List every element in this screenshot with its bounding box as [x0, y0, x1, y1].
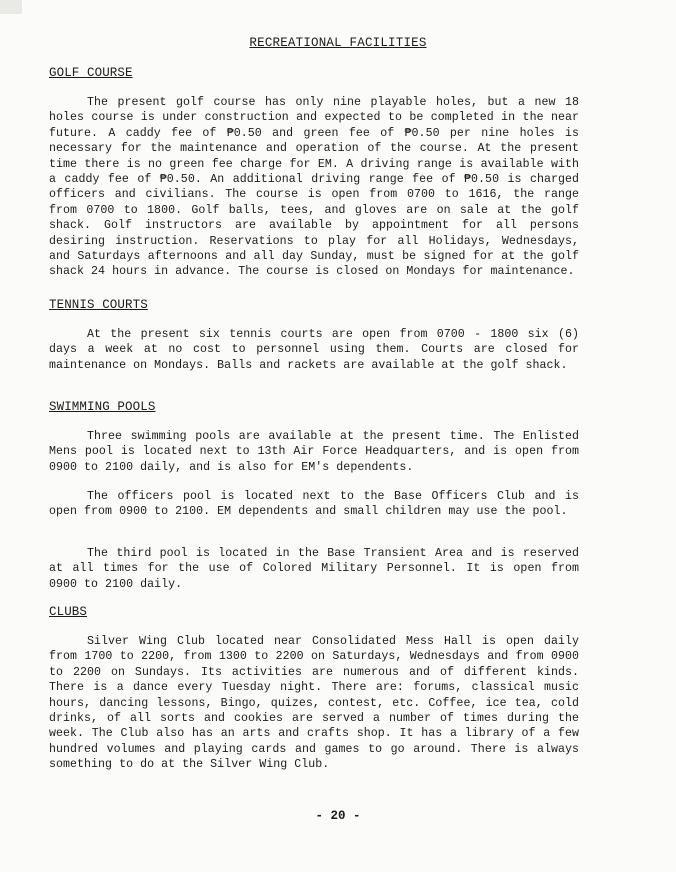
- section-heading-golf-course: GOLF COURSE: [49, 66, 133, 80]
- swimming-pools-text-1: Three swimming pools are available at the present time. The Enlisted Mens pool is located next to 13th Air Force Headquarters, and is open from 0900 to 2100 daily, and is also for EM's dependents.: [49, 430, 579, 474]
- clubs-text: Silver Wing Club located near Consolidated Mess Hall is open daily from 1700 to 2200, from 1300 to 2200 on Saturdays, Wednesdays and from 0900 to 2200 on Sundays. Its activities are numerous and of different kinds. There is a dance every Tuesday night. There are: forums, classical music hours, dancing lessons, Bingo, quizes, contest, etc. Coffee, ice tea, cold drinks, of all sorts and cookies are served a number of times during the week. The Club also has an arts and crafts shop. It has a library of a few hundred volumes and playing cards and games to go around. There is always something to do at the Silver Wing Club.: [49, 635, 579, 772]
- swimming-pools-text-2: The officers pool is located next to the Base Officers Club and is open from 0900 to 2100. EM dependents and small children may use the pool.: [49, 490, 579, 519]
- swimming-pools-paragraph-3: [49, 546, 579, 592]
- scan-margin-mark: [0, 0, 22, 14]
- tennis-courts-text: At the present six tennis courts are open from 0700 - 1800 six (6) days a week at no cost to personnel using them. Courts are closed for maintenance on Mondays. Balls and rackets are available at the golf shack.: [49, 328, 579, 372]
- section-heading-clubs: CLUBS: [49, 605, 88, 619]
- clubs-paragraph: [49, 634, 579, 773]
- swimming-pools-paragraph-2: [49, 489, 579, 520]
- section-heading-swimming-pools: SWIMMING POOLS: [49, 400, 156, 414]
- golf-course-text: The present golf course has only nine playable holes, but a new 18 holes course is under construction and expected to be completed in the near future. A caddy fee of ₱0.50 and green fee of ₱0.50 per nine holes is necessary for the maintenance and operation of the course. At the present time there is no green fee charge for EM. A driving range is available with a caddy fee of ₱0.50. An additional driving range fee of ₱0.50 is charged officers and civilians. The course is open from 0700 to 1616, the range from 0700 to 1800. Golf balls, tees, and gloves are on sale at the golf shack. Golf instructors are available by appointment for all persons desiring instruction. Reservations to play for all Holidays, Wednesdays, and Saturdays afternoons and all day Sunday, must be signed for at the golf shack 24 hours in advance. The course is closed on Mondays for maintenance.: [49, 96, 579, 279]
- page-number: - 20 -: [315, 809, 361, 823]
- section-heading-tennis-courts: TENNIS COURTS: [49, 298, 148, 312]
- golf-course-paragraph: [49, 95, 579, 280]
- tennis-courts-paragraph: [49, 327, 579, 373]
- swimming-pools-paragraph-1: [49, 429, 579, 475]
- document-title: RECREATIONAL FACILITIES: [249, 36, 427, 50]
- swimming-pools-text-3: The third pool is located in the Base Transient Area and is reserved at all times for the use of Colored Military Personnel. It is open from 0900 to 2100 daily.: [49, 547, 579, 591]
